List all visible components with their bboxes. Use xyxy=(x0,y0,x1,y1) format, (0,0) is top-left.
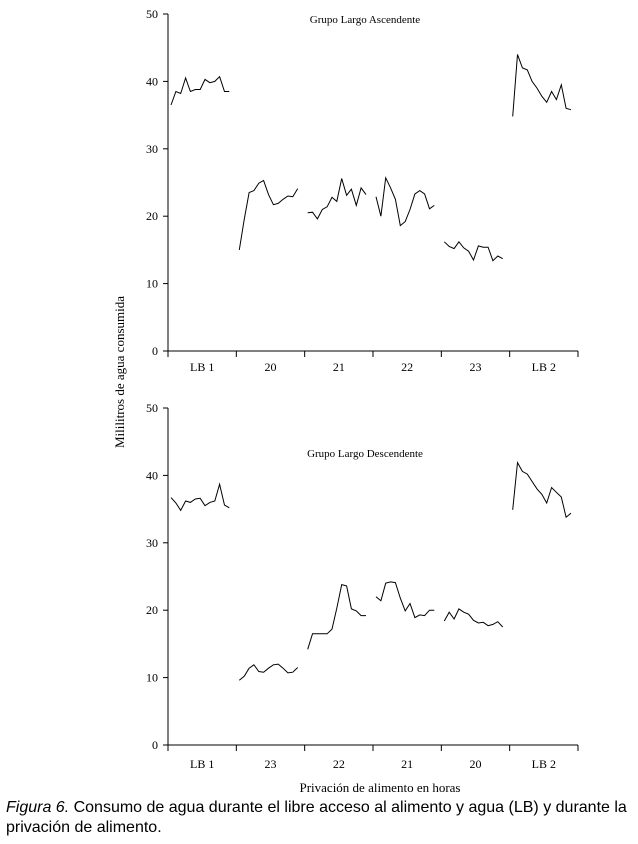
y-tick-label: 0 xyxy=(152,344,158,358)
series-line xyxy=(513,54,571,116)
y-tick-label: 30 xyxy=(146,535,158,550)
y-tick-label: 20 xyxy=(146,603,158,618)
series-line xyxy=(239,181,297,250)
y-tick-label: 20 xyxy=(146,209,158,224)
x-category-label: 21 xyxy=(332,360,345,374)
y-tick-label: 10 xyxy=(146,276,158,291)
y-axis-label: Mililitros de agua consumida xyxy=(112,295,127,449)
series-line xyxy=(376,582,434,618)
x-category-label: 21 xyxy=(401,757,414,771)
chart-panel-ascendente xyxy=(146,7,578,374)
x-category-label: 22 xyxy=(401,360,414,374)
series-line xyxy=(444,242,502,261)
x-category-label: LB 2 xyxy=(531,757,557,771)
y-tick-label: 50 xyxy=(146,401,158,415)
series-line xyxy=(308,179,366,219)
caption-label: Figura 6. xyxy=(6,799,70,816)
series-line xyxy=(171,77,229,105)
y-tick-label: 0 xyxy=(152,738,158,752)
y-tick-label: 40 xyxy=(146,468,158,483)
x-category-label: 23 xyxy=(264,757,277,771)
x-category-label: LB 1 xyxy=(189,757,215,771)
chart-panel-descendente xyxy=(146,401,578,771)
y-tick-label: 10 xyxy=(146,670,158,685)
figure-caption xyxy=(6,798,636,838)
y-tick-label: 40 xyxy=(146,74,158,89)
x-category-label: 20 xyxy=(469,757,482,771)
y-tick-label: 50 xyxy=(146,7,158,21)
series-line xyxy=(513,463,571,518)
series-line xyxy=(376,178,434,226)
chart-title: Grupo Largo Ascendente xyxy=(309,14,421,26)
x-axis-label: Privación de alimento en horas xyxy=(299,780,461,795)
caption-text: Consumo de agua durante el libre acceso al alimento y agua (LB) y durante la privación de alimento. xyxy=(6,799,627,836)
x-category-label: LB 1 xyxy=(189,360,215,374)
x-category-label: 20 xyxy=(264,360,277,374)
series-line xyxy=(444,609,502,627)
y-tick-label: 30 xyxy=(146,141,158,156)
x-category-label: 22 xyxy=(332,757,345,771)
x-category-label: 23 xyxy=(469,360,482,374)
series-line xyxy=(239,664,297,680)
series-line xyxy=(308,585,366,650)
series-line xyxy=(171,484,229,510)
x-category-label: LB 2 xyxy=(531,360,557,374)
chart-title: Grupo Largo Descendente xyxy=(307,448,423,460)
